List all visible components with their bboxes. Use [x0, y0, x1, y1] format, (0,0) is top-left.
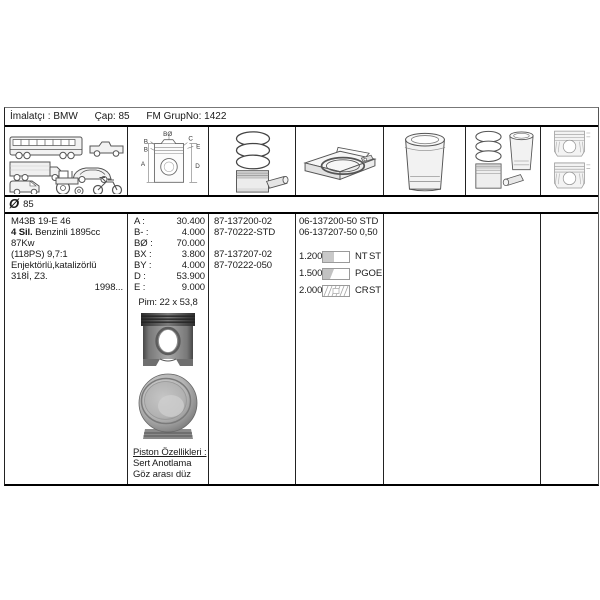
dim-value: 53.900 [176, 271, 205, 282]
dim-row-bx [128, 249, 208, 260]
part-number: 87-137207-02 [214, 249, 272, 260]
engine-description-cell [5, 214, 128, 484]
engine-year: 1998... [94, 282, 123, 293]
ring-row-2 [299, 265, 383, 282]
dim-value: 30.400 [176, 216, 205, 227]
dim-value: 9.000 [181, 282, 205, 293]
dim-value: 3.800 [181, 249, 205, 260]
piston-part-numbers-cell [209, 214, 296, 484]
piston-top-photo [135, 373, 201, 439]
dim-row-a [128, 216, 208, 227]
engine-injection: Enjektörlü,katalizörlü [11, 260, 97, 271]
dim-value: 4.000 [181, 227, 205, 238]
dim-row-e [128, 282, 208, 293]
cylinder-count: 4 Sil. [11, 227, 33, 238]
liner-part-number: 06-137207-50 0,50 [299, 227, 378, 238]
dimensions-cell [128, 214, 209, 484]
empty-cell-narrow [541, 214, 598, 484]
dim-label: BØ : [134, 238, 153, 249]
piston-features-title: Piston Özellikleri : [133, 447, 207, 458]
dim-label: D : [134, 271, 146, 282]
liner-part-number: 06-137200-50 STD [299, 216, 379, 227]
cell-cylinder-liner [384, 127, 466, 195]
ring-spec-rows [299, 248, 383, 299]
svg-text:C: C [187, 135, 193, 143]
svg-text:E: E [195, 143, 200, 151]
ring-row-3 [299, 282, 383, 299]
engine-power: (118PS) 9,7:1 [11, 249, 68, 260]
piston-liner-kit-icon [467, 128, 540, 194]
svg-text:A: A [140, 160, 145, 168]
dim-value: 4.000 [181, 260, 205, 271]
product-icons-row [5, 127, 598, 197]
piston-sections-icon [542, 128, 597, 194]
ring-profile-oil-control-icon [322, 285, 350, 297]
cell-vehicle-applications [5, 127, 128, 195]
piston-side-photo [138, 313, 198, 367]
ring-type: NT [355, 251, 368, 262]
engine-models: 318İ, Z3. [11, 271, 48, 282]
cylinder-liner-icon [385, 128, 465, 194]
part-number-spacer [214, 238, 295, 249]
catalog-data-row [5, 214, 598, 484]
svg-text:B: B [143, 138, 148, 146]
diameter-symbol: Ø [9, 196, 20, 211]
ring-set-piston-icon [210, 128, 295, 194]
group-number-label: FM GrupNo: 1422 [146, 111, 227, 122]
svg-text:BØ: BØ [162, 130, 172, 138]
dim-label: B- : [134, 227, 149, 238]
dim-label: E : [134, 282, 146, 293]
part-number: 87-70222-050 [214, 260, 272, 271]
piston-feature-line: Göz arası düz [133, 469, 191, 480]
dim-row-b-minus [128, 227, 208, 238]
piston-dimension-diagram-icon [129, 128, 208, 194]
ring-maker: ST [369, 285, 381, 296]
piston-features-block [128, 447, 208, 480]
dim-row-bo [128, 238, 208, 249]
catalog-table [4, 107, 599, 486]
vehicles-icon [6, 128, 127, 194]
ring-profile-taper-icon [322, 268, 350, 280]
svg-text:B: B [143, 146, 148, 154]
cell-ring-compressor-and-box [296, 127, 384, 195]
manufacturer-label: İmalatçı : BMW [10, 111, 78, 122]
engine-model: M43B 19-E 46 [11, 216, 71, 227]
ring-size: 1.200 [299, 251, 323, 262]
catalog-header-row [5, 108, 598, 127]
ring-size: 2.000 [299, 285, 323, 296]
empty-cell-wide [384, 214, 541, 484]
ring-size: 1.500 [299, 268, 323, 279]
dim-label: BX : [134, 249, 152, 260]
dim-label: BY : [134, 260, 152, 271]
ring-maker: GOE [361, 268, 383, 279]
cell-ring-set-and-piston [209, 127, 296, 195]
cell-piston-section-drawings [541, 127, 598, 195]
pin-size-label: Pim: 22 x 53,8 [138, 297, 198, 308]
svg-text:D: D [194, 162, 200, 170]
ring-type: P [355, 268, 362, 279]
ring-profile-rectangular-icon [322, 251, 350, 263]
part-number: 87-137200-02 [214, 216, 272, 227]
ring-row-1 [299, 248, 383, 265]
bore-diameter-row [5, 197, 598, 214]
part-number: 87-70222-STD [214, 227, 276, 238]
liner-and-rings-cell [296, 214, 384, 484]
dim-row-d [128, 271, 208, 282]
diameter-label: Çap: 85 [94, 111, 130, 122]
piston-feature-line: Sert Anotlama [133, 458, 192, 469]
engine-cylinders-line [11, 227, 125, 249]
cell-piston-liner-kit [466, 127, 541, 195]
ring-maker: ST [369, 251, 381, 262]
diameter-value: 85 [23, 199, 34, 210]
cell-piston-dimension-diagram [128, 127, 209, 195]
dim-row-by [128, 260, 208, 271]
dim-label: A : [134, 216, 145, 227]
engine-spec: Benzinli 1895cc 87Kw [11, 227, 101, 249]
dim-value: 70.000 [176, 238, 205, 249]
ring-type: CR [355, 285, 369, 296]
ring-compressor-box-icon [297, 128, 383, 194]
